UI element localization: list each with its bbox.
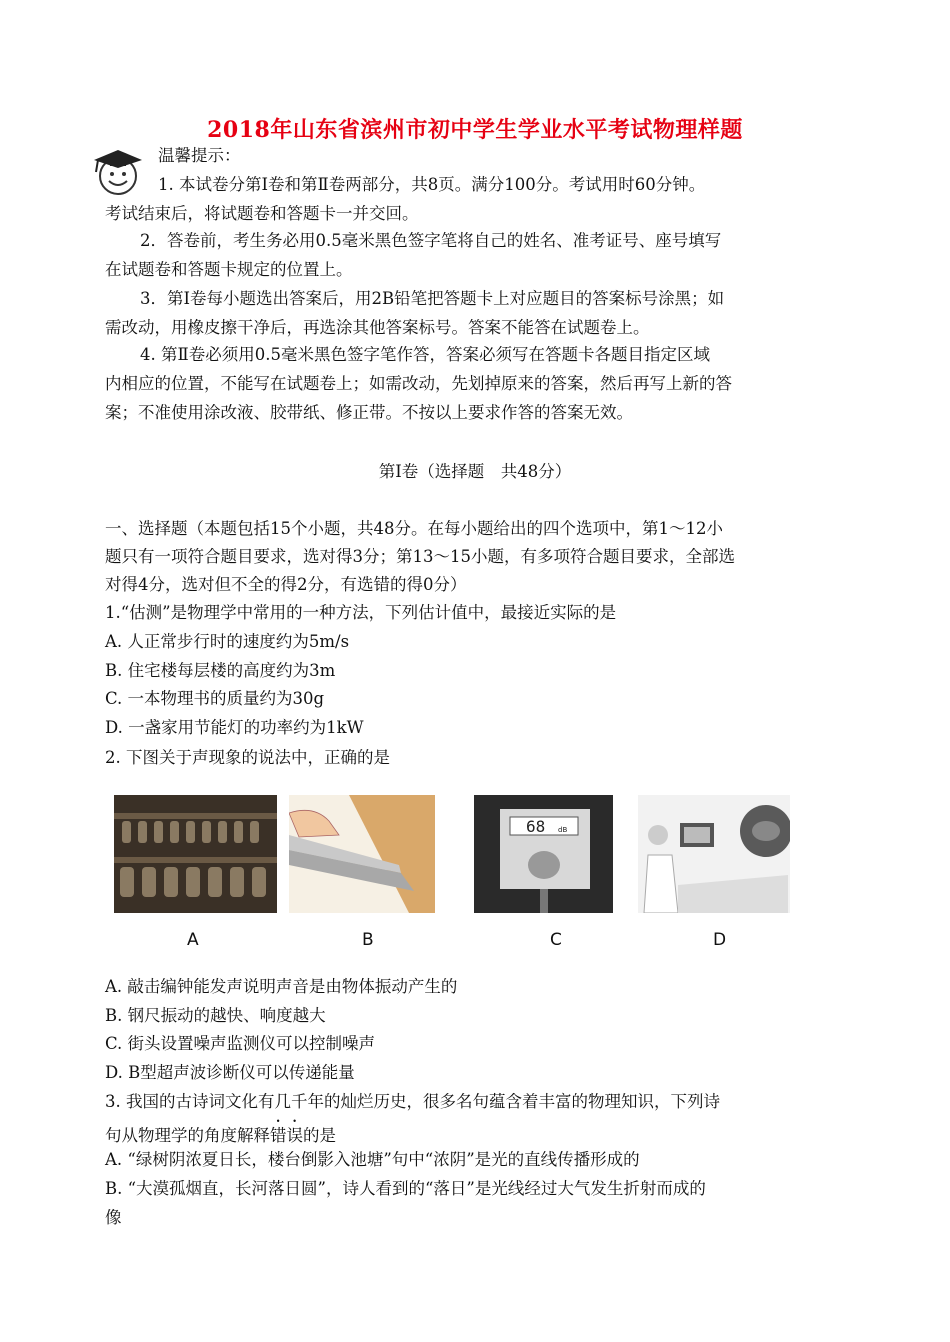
instructions-line: 题只有一项符合题目要求，选对得3分；第13～15小题，有多项符合题目要求，全部选	[105, 547, 735, 566]
image-caption-d: D	[713, 930, 727, 950]
q2-option: B. 钢尺振动的越快、响度越大	[105, 1006, 326, 1025]
q1-option: B. 住宅楼每层楼的高度约为3m	[105, 661, 336, 680]
tip-line: 2．答卷前，考生务必用0.5毫米黑色签字笔将自己的姓名、准考证号、座号填写	[140, 231, 722, 250]
bianzhong-bells-image	[114, 795, 277, 913]
q3-option-cont: 像	[105, 1208, 122, 1227]
tip-line: 4. 第Ⅱ卷必须用0.5毫米黑色签字笔作答，答案必须写在答题卡各题目指定区域	[140, 345, 710, 364]
smiley-graduate-icon	[90, 140, 150, 200]
q1-option: D. 一盏家用节能灯的功率约为1kW	[105, 718, 364, 737]
q2-option: A. 敲击编钟能发声说明声音是由物体振动产生的	[105, 977, 458, 996]
q3-option: A. “绿树阴浓夏日长，楼台倒影入池塘”句中“浓阴”是光的直线传播形成的	[105, 1150, 640, 1169]
tip-line: 案；不准使用涂改液、胶带纸、修正带。不按以上要求作答的答案无效。	[105, 403, 633, 422]
section-title: 第Ⅰ卷（选择题 共48分）	[378, 462, 572, 481]
image-caption-a: A	[187, 930, 199, 950]
q2-stem: 2. 下图关于声现象的说法中，正确的是	[105, 748, 390, 767]
tip-line: 1. 本试卷分第Ⅰ卷和第Ⅱ卷两部分，共8页。满分100分。考试用时60分钟。	[158, 175, 706, 194]
ultrasound-image	[638, 795, 790, 913]
image-caption-b: B	[362, 930, 374, 950]
noise-monitor-image	[474, 795, 613, 913]
q1-option: C. 一本物理书的质量约为30g	[105, 689, 325, 708]
q1-stem: 1.“估测”是物理学中常用的一种方法，下列估计值中，最接近实际的是	[105, 603, 617, 622]
q3-stem-text: 句从物理学的角度解释	[105, 1126, 270, 1145]
q1-option: A. 人正常步行时的速度约为5m/s	[105, 632, 350, 651]
q3-stem-text: 的是	[303, 1126, 336, 1145]
meter-unit: dB	[558, 826, 568, 834]
q3-stem: 3. 我国的古诗词文化有几千年的灿烂历史，很多名句蕴含着丰富的物理知识，下列诗	[105, 1092, 720, 1111]
q3-option: B. “大漠孤烟直，长河落日圆”，诗人看到的“落日”是光线经过大气发生折射而成的	[105, 1179, 706, 1198]
image-caption-c: C	[550, 930, 562, 950]
q2-option: C. 街头设置噪声监测仪可以控制噪声	[105, 1034, 376, 1053]
instructions-line: 对得4分，选对但不全的得2分，有选错的得0分）	[105, 575, 467, 594]
tip-line: 需改动，用橡皮擦干净后，再选涂其他答案标号。答案不能答在试题卷上。	[105, 318, 650, 337]
tip-line: 考试结束后，将试题卷和答题卡一并交回。	[105, 204, 419, 223]
meter-reading: 68	[526, 817, 546, 836]
tip-line: 在试题卷和答题卡规定的位置上。	[105, 260, 353, 279]
instructions-line: 一、选择题（本题包括15个小题，共48分。在每小题给出的四个选项中，第1～12小	[105, 519, 723, 538]
tip-line: 内相应的位置，不能写在试题卷上；如需改动，先划掉原来的答案，然后再写上新的答	[105, 374, 732, 393]
q2-option: D. B型超声波诊断仪可以传递能量	[105, 1063, 355, 1082]
steel-ruler-image	[289, 795, 435, 913]
tip-line: 3．第Ⅰ卷每小题选出答案后，用2B铅笔把答题卡上对应题目的答案标号涂黑；如	[140, 289, 725, 308]
exam-title: 2018年山东省滨州市初中学生学业水平考试物理样题	[207, 117, 743, 143]
tips-heading: 温馨提示：	[158, 146, 241, 165]
q3-emphasis-word: 错误	[270, 1126, 303, 1145]
